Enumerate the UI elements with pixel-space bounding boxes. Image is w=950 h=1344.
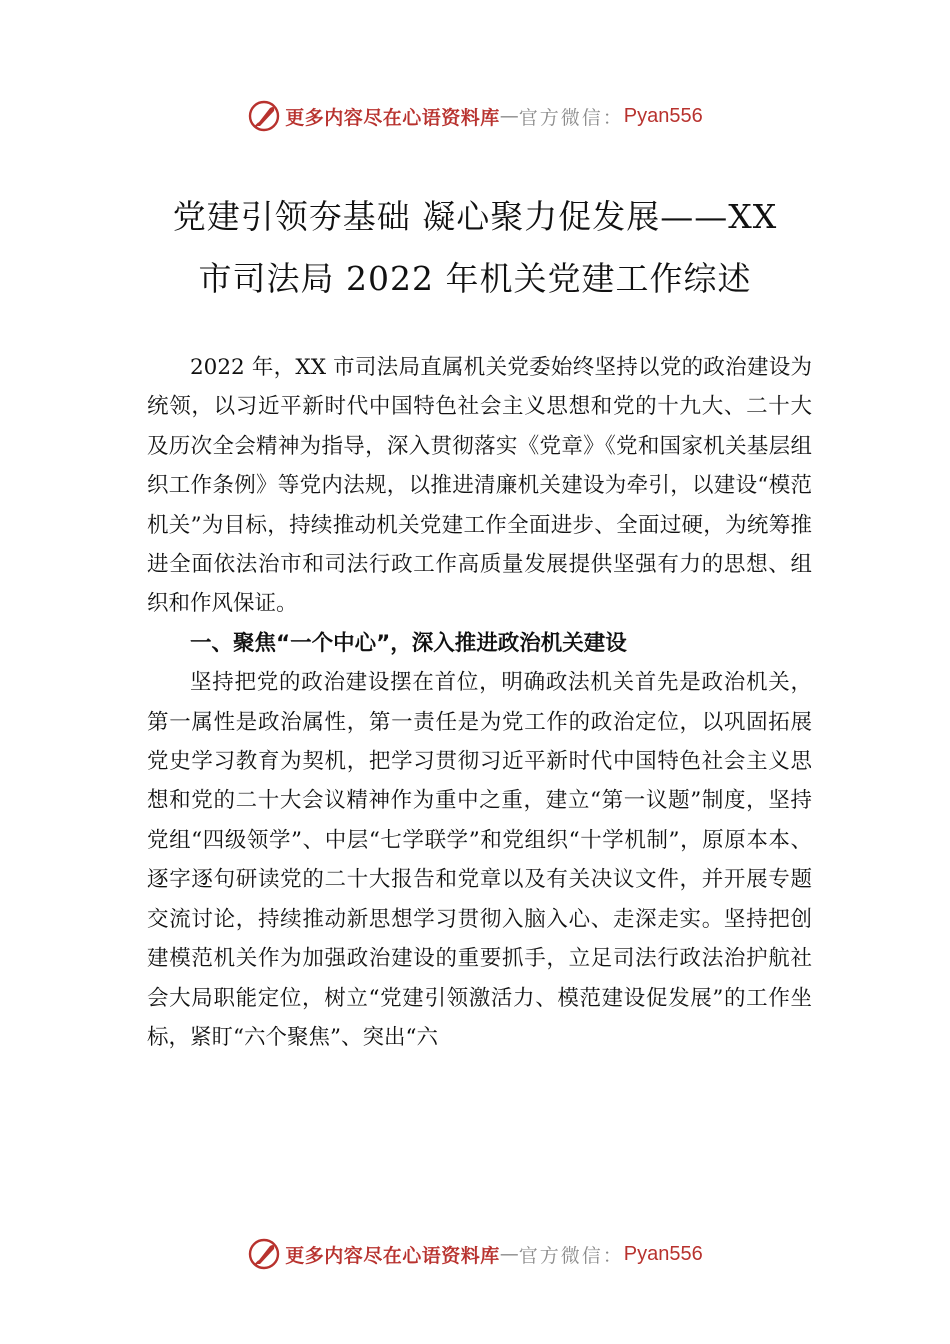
title-line-2: 市司法局 2022 年机关党建工作综述	[198, 259, 752, 298]
quill-pen-icon	[247, 1237, 281, 1271]
title-line-1: 党建引领夯基础 凝心聚力促发展——XX	[172, 197, 778, 236]
banner-wechat-id: Pyan556	[623, 104, 703, 127]
section-1-paragraph: 坚持把党的政治建设摆在首位，明确政法机关首先是政治机关，第一属性是政治属性，第一责任是为党工作的政治定位，以巩固拓展党史学习教育为契机，把学习贯彻习近平新时代中国特色社会主义思想和党的二十大会议精神作为重中之重，建立“第一议题”制度，坚持党组“四级领学”、中层“七学联学”和党组织“十学机制”，原原本本、逐字逐句研读党的二十大报告和党章以及有关决议文件，并开展专题交流讨论，持续推动新思想学习贯彻入脑入心、走深走实。坚持把创建模范机关作为加强政治建设的重要抓手，立足司法行政法治护航社会大局职能定位，树立“党建引领激活力、模范建设促发展”的工作坐标，紧盯“六个聚焦”、突出“六	[147, 670, 812, 1050]
footer-brand-text: 更多内容尽在心语资料库	[285, 1244, 500, 1267]
banner-dash: —	[499, 105, 519, 127]
intro-paragraph: 2022 年，XX 市司法局直属机关党委始终坚持以党的政治建设为统领，以习近平新时代中国特色社会主义思想和党的十九大、二十大及历次全会精神为指导，深入贯彻落实《党章》《党和国家机关基层组织工作条例》等党内法规，以推进清廉机关建设为牵引，以建设“模范机关”为目标，持续推动机关党建工作全面进步、全面过硬，为统筹推进全面依法治市和司法行政工作高质量发展提供坚强有力的思想、组织和作风保证。	[147, 355, 812, 617]
footer-banner	[0, 1236, 950, 1272]
banner-brand-text: 更多内容尽在心语资料库	[285, 106, 500, 129]
document-title	[90, 186, 860, 310]
footer-dash: —	[499, 1243, 519, 1265]
quill-pen-icon	[247, 99, 281, 133]
banner-official-label: 官方微信：	[518, 106, 624, 129]
footer-official-label: 官方微信：	[518, 1244, 624, 1267]
section-1-heading: 一、聚焦“一个中心”，深入推进政治机关建设	[190, 630, 627, 656]
footer-wechat-id: Pyan556	[623, 1242, 703, 1265]
document-body	[147, 348, 812, 1057]
header-banner	[0, 98, 950, 134]
